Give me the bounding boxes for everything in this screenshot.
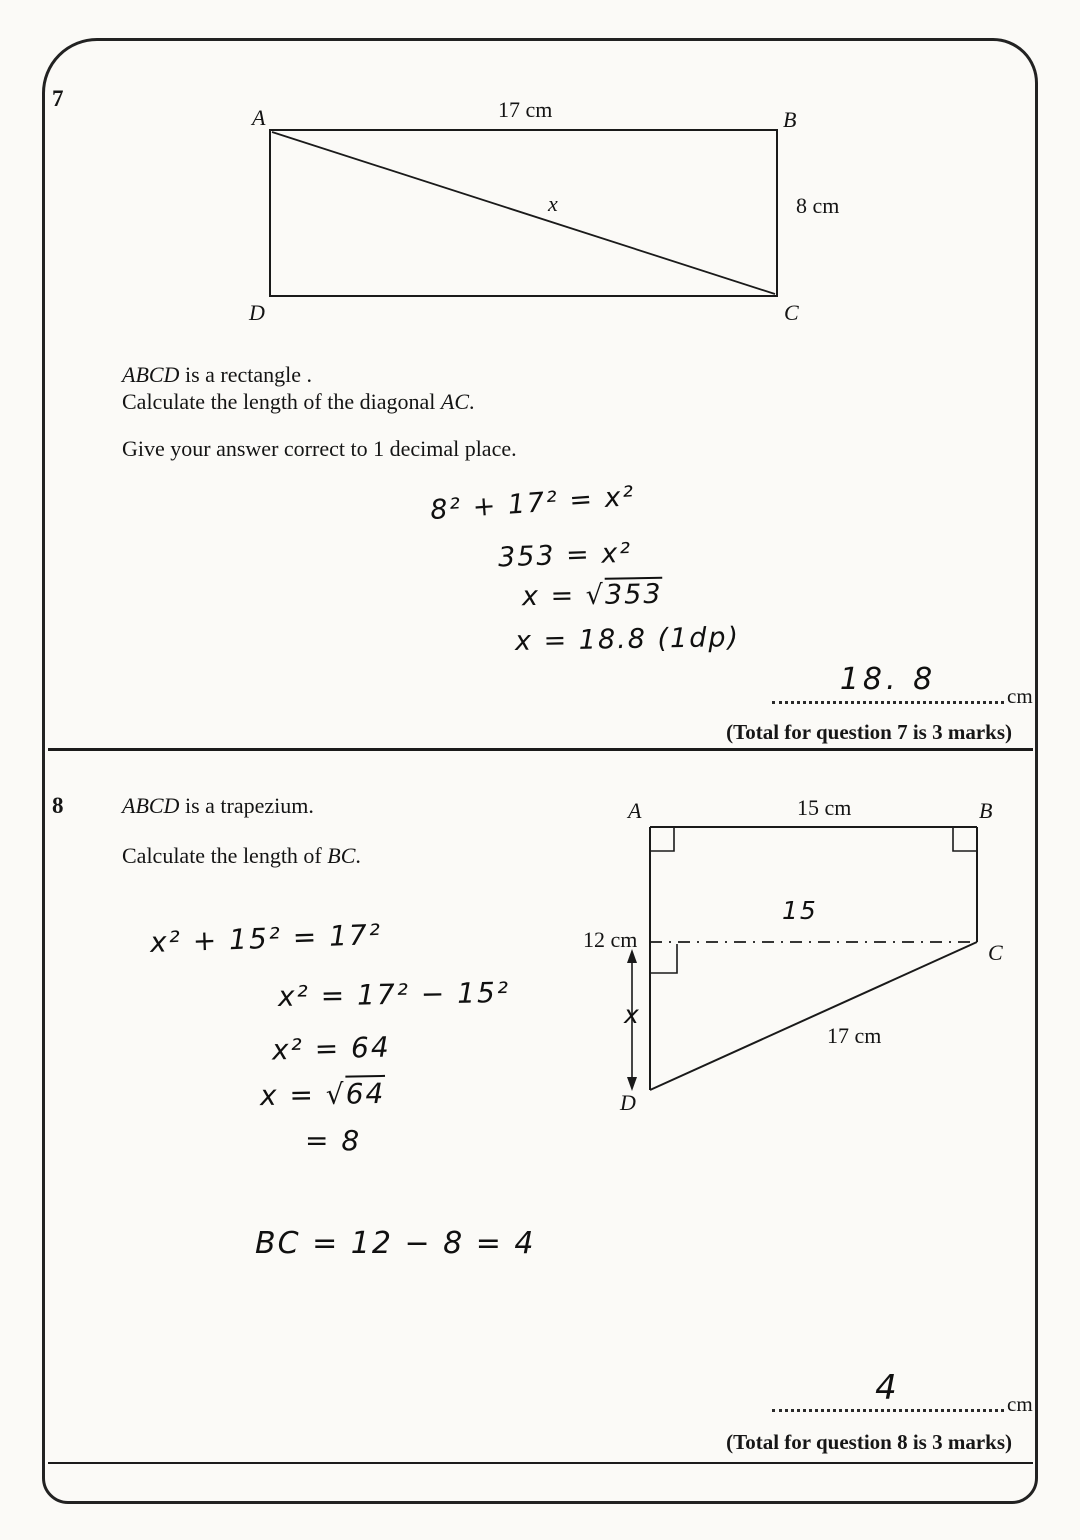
q7-statement-1-rest: is a rectangle . [179, 362, 313, 387]
q7-vertex-a: A [252, 105, 266, 130]
q7-working-line-3 [522, 579, 663, 612]
q7-statement-3: Give your answer correct to 1 decimal place. [122, 436, 517, 461]
q8-statement-1 [122, 793, 314, 819]
q7-vertex-c: C [784, 300, 799, 325]
q8-working-line-bc: BC = 12 − 8 = 4 [255, 1226, 536, 1261]
q8-working-line-2: x² = 17² − 15² [277, 975, 511, 1014]
q8-statement-2-pre: Calculate the length of [122, 843, 328, 868]
q8-handwritten-15: 15 [782, 896, 818, 925]
q7-diagonal-ac [272, 132, 775, 294]
q8-trapezium-diagram [575, 785, 1040, 1125]
q8-working-line-4-radicand: 64 [345, 1076, 386, 1111]
q8-total-marks: (Total for question 8 is 3 marks) [726, 1430, 1012, 1454]
q8-working-line-4 [260, 1077, 386, 1112]
q7-vertex-d: D [249, 300, 265, 325]
q7-rectangle-diagram [230, 85, 850, 335]
q7-working-line-2: 353 = x² [497, 537, 633, 574]
q8-working-line-5: = 8 [305, 1124, 362, 1157]
q7-vertex-b: B [783, 107, 797, 132]
q7-answer-line [772, 662, 1004, 704]
q8-answer-unit: cm [1007, 1392, 1033, 1416]
q8-statement-2 [122, 843, 361, 869]
q7-statement-2 [122, 389, 475, 415]
q8-hypotenuse-dimension: 17 cm [827, 1023, 882, 1048]
q8-working-line-1: x² + 15² = 17² [149, 917, 383, 960]
q8-statement-2-side-name: BC [327, 843, 356, 868]
q7-answer-value: 18. 8 [839, 662, 937, 697]
q7-answer-unit: cm [1007, 684, 1033, 708]
q8-vertex-b: B [979, 798, 993, 823]
q8-left-dimension: 12 cm [583, 927, 638, 952]
q7-working-line-1: 8² + 17² = x² [429, 480, 637, 527]
q8-number: 8 [52, 793, 64, 818]
q8-statement-1-rest: is a trapezium. [179, 793, 314, 818]
q8-working-line-3: x² = 64 [271, 1030, 392, 1067]
q8-statement-2-post: . [355, 843, 361, 868]
q8-statement-1-shape-name: ABCD [122, 793, 180, 818]
q8-handwritten-x: x [624, 1000, 641, 1029]
q8-right-angle-mark-inner [650, 944, 677, 973]
q8-top-dimension: 15 cm [797, 795, 852, 820]
q8-answer-value: 4 [875, 1368, 901, 1408]
q7-statement-2-diagonal-name: AC [440, 389, 470, 414]
q7-total-marks: (Total for question 7 is 3 marks) [726, 720, 1012, 744]
q7-statement-1 [122, 362, 312, 388]
q7-working-line-3-radicand: 353 [604, 578, 663, 611]
page-bottom-line [48, 1462, 1033, 1464]
q7-top-dimension: 17 cm [498, 97, 553, 122]
q8-vertex-c: C [988, 940, 1003, 965]
q7-statement-2-post: . [469, 389, 475, 414]
q8-right-angle-mark-a [650, 827, 674, 851]
q8-answer-line [772, 1368, 1004, 1412]
q7-working-line-4: x = 18.8 (1dp) [514, 622, 741, 657]
q7-working-line-3-pre: x = √ [521, 579, 606, 613]
q8-vertex-d: D [620, 1090, 636, 1115]
q8-arrowhead-bottom [627, 1077, 637, 1091]
question-separator-line [48, 748, 1033, 751]
q7-right-dimension: 8 cm [796, 193, 840, 218]
q7-number: 7 [52, 86, 64, 111]
q7-diagonal-variable: x [548, 191, 558, 216]
q8-side-cd [650, 942, 977, 1090]
q7-statement-1-shape-name: ABCD [122, 362, 180, 387]
q7-statement-2-pre: Calculate the length of the diagonal [122, 389, 441, 414]
q8-right-angle-mark-b [953, 827, 977, 851]
q8-vertex-a: A [628, 798, 642, 823]
q8-working-line-4-pre: x = √ [259, 1077, 346, 1113]
